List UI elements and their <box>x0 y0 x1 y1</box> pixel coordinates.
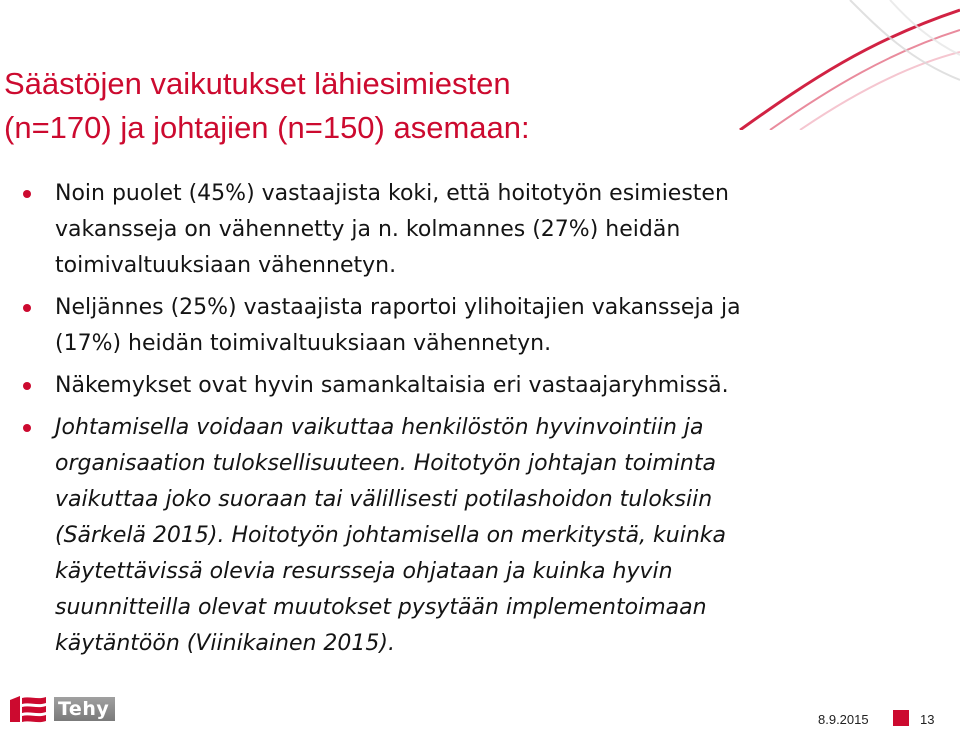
bullet-line: organisaation tuloksellisuuteen. Hoitotyön johtajan toiminta <box>55 451 716 476</box>
slide-title <box>4 62 764 150</box>
bullet-line: käytettävissä olevia resursseja ohjataan ja kuinka hyvin <box>55 559 673 584</box>
footer-square-icon <box>893 710 909 726</box>
bullet-dot-icon <box>23 382 31 390</box>
bullet-line: (Särkelä 2015). Hoitotyön johtamisella on merkitystä, kuinka <box>55 523 727 548</box>
bullet-item <box>20 176 920 284</box>
bullet-line: Näkemykset ovat hyvin samankaltaisia eri vastaajaryhmissä. <box>55 373 729 398</box>
bullet-line: (17%) heidän toimivaltuuksiaan vähennetyn. <box>55 331 552 356</box>
bullet-item <box>20 290 920 362</box>
bullet-line: suunnitteilla olevat muutokset pysytään implementoimaan <box>55 595 707 620</box>
bullet-line: Neljännes (25%) vastaajista raportoi ylihoitajien vakansseja ja <box>55 295 741 320</box>
page-number: 13 <box>920 712 935 727</box>
footer-date: 8.9.2015 <box>818 712 869 727</box>
bullet-line: vakansseja on vähennetty ja n. kolmannes (27%) heidän <box>55 217 681 242</box>
bullet-text <box>55 176 920 284</box>
bullet-list <box>20 176 920 668</box>
bullet-line: vaikuttaa joko suoraan tai välillisesti potilashoidon tuloksiin <box>55 487 713 512</box>
bullet-item <box>20 368 920 404</box>
bullet-line: toimivaltuuksiaan vähennetyn. <box>55 253 397 278</box>
bullet-dot-icon <box>23 304 31 312</box>
tehy-flag-icon <box>8 694 48 724</box>
bullet-dot-icon <box>23 424 31 432</box>
bullet-item <box>20 410 920 662</box>
bullet-text <box>55 410 920 662</box>
bullet-line: Noin puolet (45%) vastaajista koki, että hoitotyön esimiesten <box>55 181 729 206</box>
bullet-line: Johtamisella voidaan vaikuttaa henkilöstön hyvinvointiin ja <box>55 415 704 440</box>
title-line: (n=170) ja johtajien (n=150) asemaan: <box>4 110 530 145</box>
title-line: Säästöjen vaikutukset lähiesimiesten <box>4 66 511 101</box>
logo-text: Tehy <box>54 697 115 721</box>
bullet-line: käytäntöön (Viinikainen 2015). <box>55 631 396 656</box>
tehy-logo <box>8 694 115 724</box>
bullet-text <box>55 290 920 362</box>
bullet-text <box>55 368 920 404</box>
bullet-dot-icon <box>23 190 31 198</box>
